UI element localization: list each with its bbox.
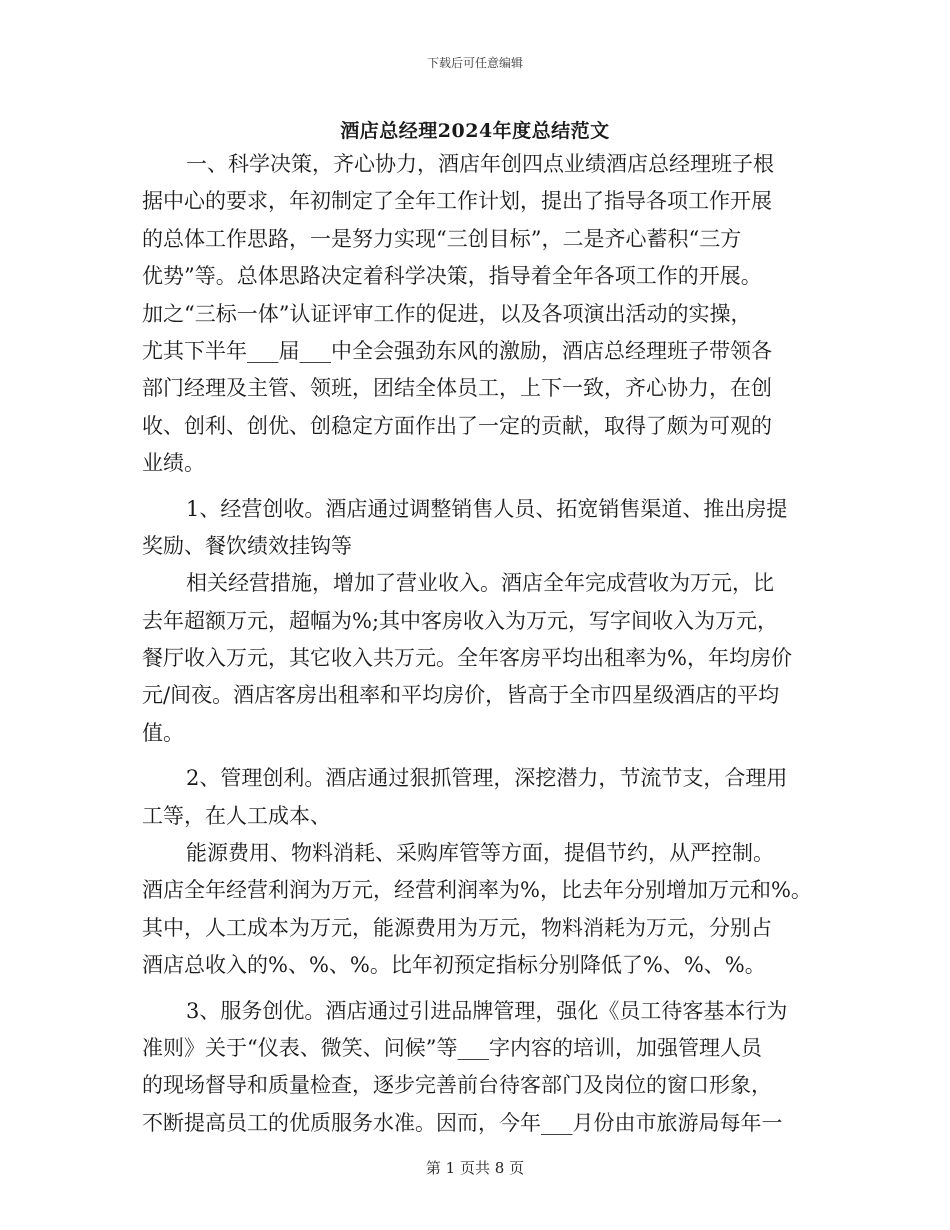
paragraph — [142, 491, 814, 566]
paragraph — [142, 760, 814, 835]
text-line: 收、创利、创优、创稳定方面作出了一定的贡献，取得了颇为可观的 — [142, 413, 772, 438]
text-line: 相关经营措施，增加了营业收入。酒店全年完成营收为万元，比 — [186, 571, 774, 596]
paragraph — [142, 993, 814, 1143]
text-line: 1、经营创收。酒店通过调整销售人员、拓宽销售渠道、推出房提 — [186, 496, 788, 521]
text-line: 酒店全年经营利润为万元，经营利润率为%，比去年分别增加万元和%。 — [142, 878, 812, 903]
text-line: 元/间夜。酒店客房出租率和平均房价，皆高于全市四星级酒店的平均 — [142, 683, 780, 708]
text-line: 3、服务创优。酒店通过引进品牌管理，强化《员工待客基本行为 — [186, 998, 788, 1023]
document-body — [142, 146, 814, 1142]
text-line: 据中心的要求，年初制定了全年工作计划，提出了指导各项工作开展 — [142, 189, 772, 214]
paragraph-gap — [142, 752, 814, 760]
text-line: 的现场督导和质量检查，逐步完善前台待客部门及岗位的窗口形象， — [142, 1073, 772, 1098]
text-line: 准则》关于“仪表、微笑、问候”等___字内容的培训，加强管理人员 — [142, 1035, 762, 1060]
text-line: 一、科学决策，齐心协力，酒店年创四点业绩酒店总经理班子根 — [186, 152, 774, 176]
text-line: 值。 — [142, 720, 184, 745]
text-line: 加之“三标一体”认证评审工作的促进，以及各项演出活动的实操， — [142, 301, 752, 326]
text-line: 能源费用、物料消耗、采购库管等方面，提倡节约，从严控制。 — [186, 841, 774, 866]
text-line: 其中，人工成本为万元，能源费用为万元，物料消耗为万元，分别占 — [142, 915, 772, 940]
text-line: 的总体工作思路，一是努力实现“三创目标”，二是齐心蓄积“三方 — [142, 226, 742, 251]
text-line: 工等，在人工成本、 — [142, 803, 331, 828]
paragraph — [142, 146, 814, 483]
text-line: 奖励、餐饮绩效挂钩等 — [142, 533, 352, 558]
paragraph-gap — [142, 483, 814, 491]
text-line: 尤其下半年___届___中全会强劲东风的激励，酒店总经理班子带领各 — [142, 338, 772, 363]
page-footer: 第 1 页共 8 页 — [425, 1159, 525, 1177]
text-line: 酒店总收入的%、%、%。比年初预定指标分别降低了%、%、%。 — [142, 953, 766, 978]
page-header: 下载后可任意编辑 — [426, 56, 523, 70]
paragraph — [142, 835, 814, 985]
text-line: 优势”等。总体思路决定着科学决策，指导着全年各项工作的开展。 — [142, 264, 762, 289]
text-line: 不断提高员工的优质服务水准。因而，今年___月份由市旅游局每年一 — [142, 1110, 783, 1135]
text-line: 餐厅收入万元，其它收入共万元。全年客房平均出租率为%，年均房价 — [142, 646, 792, 671]
text-line: 业绩。 — [142, 451, 205, 476]
paragraph — [142, 565, 814, 752]
document-title: 酒店总经理2024年度总结范文 — [340, 120, 610, 142]
text-line: 去年超额万元，超幅为%;其中客房收入为万元，写字间收入为万元， — [142, 608, 779, 633]
paragraph-gap — [142, 985, 814, 993]
text-line: 2、管理创利。酒店通过狠抓管理，深挖潜力，节流节支，合理用 — [186, 766, 788, 791]
text-line: 部门经理及主管、领班，团结全体员工，上下一致，齐心协力，在创 — [142, 376, 772, 401]
